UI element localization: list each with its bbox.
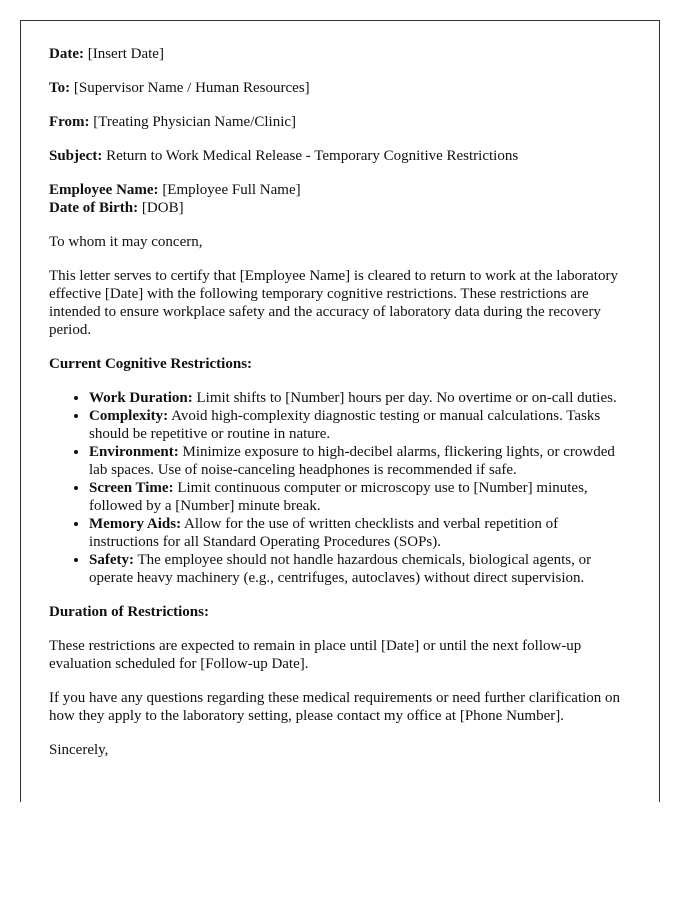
restrictions-heading-text: Current Cognitive Restrictions: — [49, 356, 253, 372]
subject-label: Subject: — [49, 148, 103, 164]
list-item — [89, 407, 631, 443]
from-value: [Treating Physician Name/Clinic] — [93, 114, 297, 130]
restriction-label: Complexity: — [89, 408, 169, 424]
date-label: Date: — [49, 46, 84, 62]
date-value: [Insert Date] — [87, 46, 164, 62]
restriction-label: Screen Time: — [89, 480, 174, 496]
employee-name-label: Employee Name: — [49, 182, 159, 198]
from-label: From: — [49, 114, 90, 130]
duration-heading — [49, 603, 631, 621]
to-value: [Supervisor Name / Human Resources] — [73, 80, 310, 96]
list-item — [89, 551, 631, 587]
restriction-label: Memory Aids: — [89, 516, 182, 532]
greeting: To whom it may concern, — [49, 234, 203, 250]
restriction-label: Safety: — [89, 552, 134, 568]
list-item — [89, 515, 631, 551]
contact-paragraph: If you have any questions regarding these medical requirements or need further clarification on how they apply to the laboratory setting, please contact my office at [Phone Number]. — [49, 690, 621, 724]
employee-name-value: [Employee Full Name] — [162, 182, 301, 198]
subject-value: Return to Work Medical Release - Temporary Cognitive Restrictions — [106, 148, 519, 164]
restriction-text: Limit shifts to [Number] hours per day. No overtime or on-call duties. — [196, 390, 617, 406]
dob-value: [DOB] — [141, 200, 184, 216]
to-line — [49, 79, 631, 97]
letter-page — [20, 20, 660, 802]
dob-label: Date of Birth: — [49, 200, 139, 216]
restriction-text: Limit continuous computer or microscopy use to [Number] minutes, followed by a [Number] minute break. — [89, 480, 588, 514]
duration-heading-text: Duration of Restrictions: — [49, 604, 209, 620]
intro-paragraph: This letter serves to certify that [Employee Name] is cleared to return to work at the laboratory effective [Date] with the following temporary cognitive restrictions. These restrictions are intended to ensure workplace safety and the accuracy of laboratory data during the recovery period. — [49, 268, 618, 338]
duration-paragraph: These restrictions are expected to remain in place until [Date] or until the next follow-up evaluation scheduled for [Follow-up Date]. — [49, 638, 582, 672]
list-item — [89, 479, 631, 515]
restriction-label: Environment: — [89, 444, 179, 460]
list-item — [89, 389, 631, 407]
restriction-text: Avoid high-complexity diagnostic testing or manual calculations. Tasks should be repetitive or routine in nature. — [89, 408, 601, 442]
to-label: To: — [49, 80, 71, 96]
restriction-text: The employee should not handle hazardous chemicals, biological agents, or operate heavy machinery (e.g., centrifuges, autoclaves) without direct supervision. — [89, 552, 592, 586]
employee-info — [49, 181, 631, 217]
restriction-text: Allow for the use of written checklists and verbal repetition of instructions for all Standard Operating Procedures (SOPs). — [89, 516, 559, 550]
restriction-label: Work Duration: — [89, 390, 193, 406]
restrictions-heading — [49, 355, 631, 373]
closing: Sincerely, — [49, 742, 109, 758]
restriction-text: Minimize exposure to high-decibel alarms, flickering lights, or crowded lab spaces. Use of noise-canceling headphones is recommended if safe. — [89, 444, 615, 478]
subject-line — [49, 147, 631, 165]
list-item — [89, 443, 631, 479]
restrictions-list — [49, 389, 631, 587]
from-line — [49, 113, 631, 131]
date-line — [49, 45, 631, 63]
